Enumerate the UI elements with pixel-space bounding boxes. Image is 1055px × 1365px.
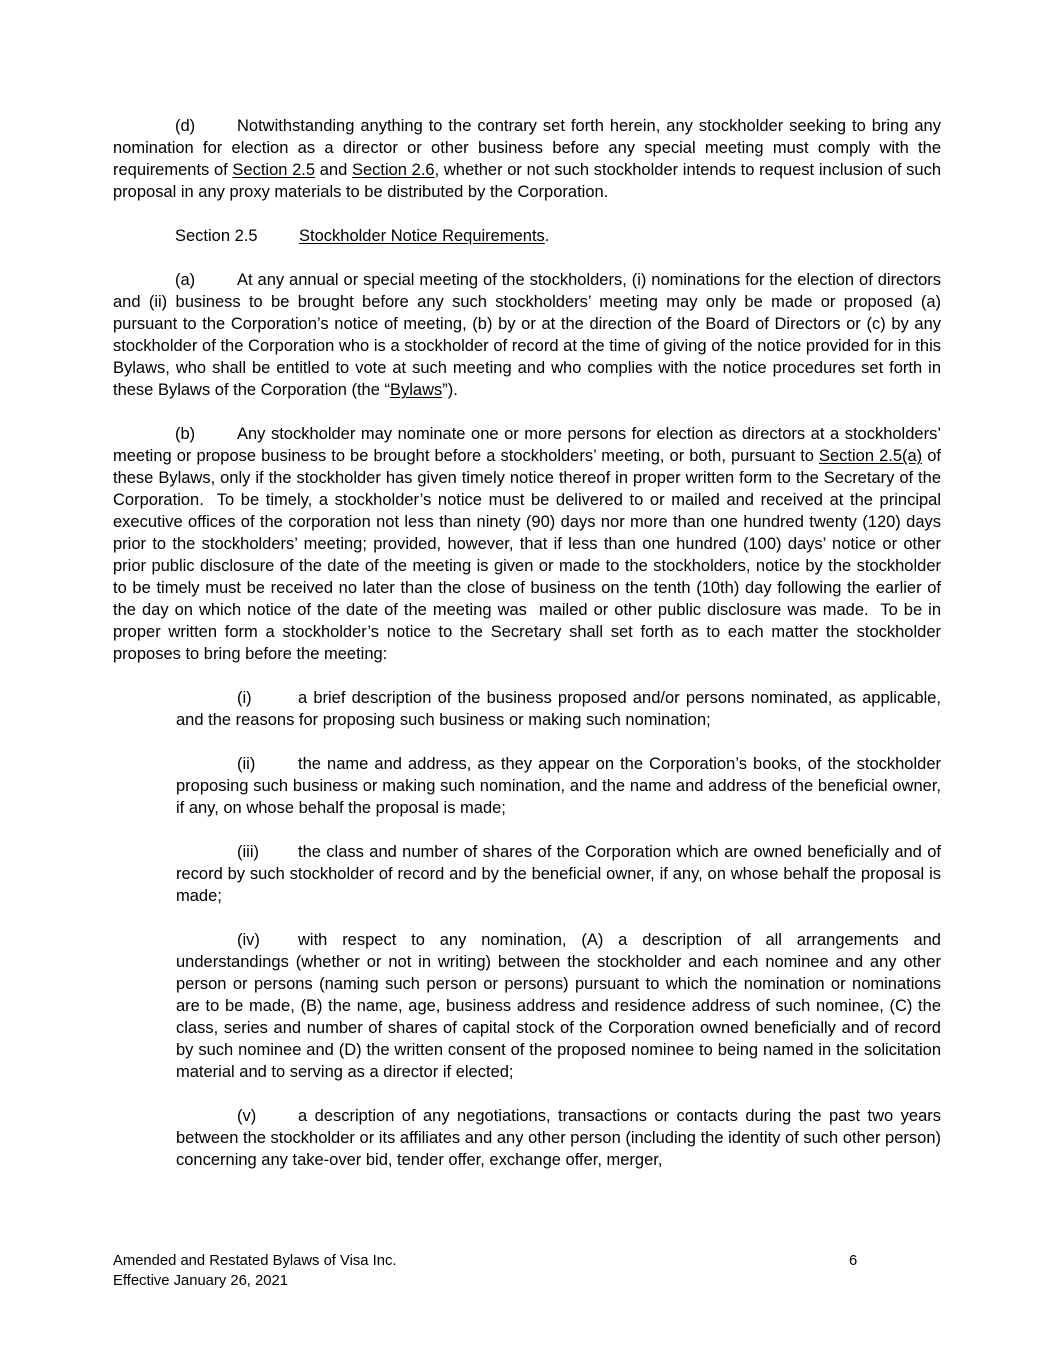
paragraph-b [113, 423, 941, 665]
item-i [176, 687, 941, 731]
item-v-segment-0: a description of any negotiations, transactions or contacts during the past two years between the stockholder or its affiliates and any other person (including the identity of such other person) concerning any take-over bid, tender offer, exchange offer, merger, [176, 1107, 941, 1169]
paragraph-d-segment-4: , whether or not such stockholder intends to request inclusion of such proposal in any proxy materials to be distributed by the Corporation. [113, 161, 941, 201]
paragraph-d [113, 115, 941, 203]
page-number: 6 [849, 1253, 858, 1269]
item-iii-segment-0: the class and number of shares of the Corporation which are owned beneficially and of record by such stockholder of record and by the beneficial owner, if any, on whose behalf the proposal is made; [176, 843, 941, 905]
paragraph-d-segment-3: Section 2.6 [351, 161, 435, 179]
paragraph-a-segment-2: ”). [442, 381, 458, 399]
item-iv [176, 929, 941, 1083]
footer-doc-title: Amended and Restated Bylaws of Visa Inc. [113, 1253, 397, 1269]
item-iv-label: (iv) [237, 931, 260, 949]
paragraph-a [113, 269, 941, 401]
item-v-label: (v) [237, 1107, 257, 1125]
item-iii [176, 841, 941, 907]
section-2-5-heading-segment-0: Stockholder Notice Requirements [299, 227, 545, 245]
paragraph-b-segment-0: Any stockholder may nominate one or more persons for election as directors at a stockholders’ meeting or propose business to be brought before a stockholders’ meeting, or both, pursuant to [113, 425, 941, 465]
item-i-segment-0: a brief description of the business proposed and/or persons nominated, as applicable, and the reasons for proposing such business or making such nomination; [176, 689, 941, 729]
paragraph-b-segment-2: of these Bylaws, only if the stockholder has given timely notice thereof in proper written form to the Secretary of the Corporation. To be timely, a stockholder’s notice must be delivered to or mailed and received at the principal executive offices of the corporation not less than ninety (90) days nor more than one hundred twenty (120) days prior to the stockholders’ meeting; provided, however, that if less than one hundred (100) days’ notice or other prior public disclosure of the date of the meeting is given or made to the stockholders, notice by the stockholder to be timely must be received no later than the close of business on the tenth (10th) day following the earlier of the day on which notice of the date of the meeting was mailed or other public disclosure was made. To be in proper written form a stockholder’s notice to the Secretary shall set forth as to each matter the stockholder proposes to bring before the meeting: [113, 447, 941, 663]
section-2-5-heading [113, 225, 941, 247]
document-footer [113, 1251, 397, 1291]
paragraph-d-segment-0: Notwithstanding anything to the contrary set forth herein, any stockholder seeking to bring any nomination for election as a director or other business before any special meeting must comply with the requirements of [113, 117, 941, 179]
paragraph-a-label: (a) [175, 271, 196, 289]
paragraph-d-segment-1: Section 2.5 [232, 161, 316, 179]
paragraph-d-segment-2: and [315, 161, 352, 179]
paragraph-b-label: (b) [175, 425, 196, 443]
section-2-5-heading-segment-1: . [544, 227, 550, 245]
item-iv-segment-0: with respect to any nomination, (A) a description of all arrangements and understandings (whether or not in writing) between the stockholder and each nominee and any other person or persons (naming such person or persons) pursuant to which the nomination or nominations are to be made, (B) the name, age, business address and residence address of such nominee, (C) the class, series and number of shares of capital stock of the Corporation owned beneficially and of record by such nominee and (D) the written consent of the proposed nominee to being named in the solicitation material and to serving as a director if elected; [176, 931, 941, 1081]
paragraph-b-segment-1: Section 2.5(a) [819, 447, 923, 465]
item-iii-label: (iii) [237, 843, 259, 861]
item-i-label: (i) [237, 689, 252, 707]
footer-effective-date: Effective January 26, 2021 [113, 1273, 288, 1289]
paragraph-d-label: (d) [175, 117, 196, 135]
paragraph-a-segment-1: Bylaws [389, 381, 443, 399]
item-ii-label: (ii) [237, 755, 256, 773]
item-ii-segment-0: the name and address, as they appear on the Corporation’s books, of the stockholder proposing such business or making such nomination, and the name and address of the beneficial owner, if any, on whose behalf the proposal is made; [176, 755, 941, 817]
item-v [176, 1105, 941, 1171]
paragraph-a-segment-0: At any annual or special meeting of the stockholders, (i) nominations for the election of directors and (ii) business to be brought before any such stockholders’ meeting may only be made or proposed (a) pursuant to the Corporation’s notice of meeting, (b) by or at the direction of the Board of Directors or (c) by any stockholder of the Corporation who is a stockholder of record at the time of giving of the notice provided for in this Bylaws, who shall be entitled to vote at such meeting and who complies with the notice procedures set forth in these Bylaws of the Corporation (the “ [113, 271, 941, 399]
section-2-5-heading-label: Section 2.5 [175, 227, 258, 245]
document-content [113, 115, 941, 1193]
item-ii [176, 753, 941, 819]
